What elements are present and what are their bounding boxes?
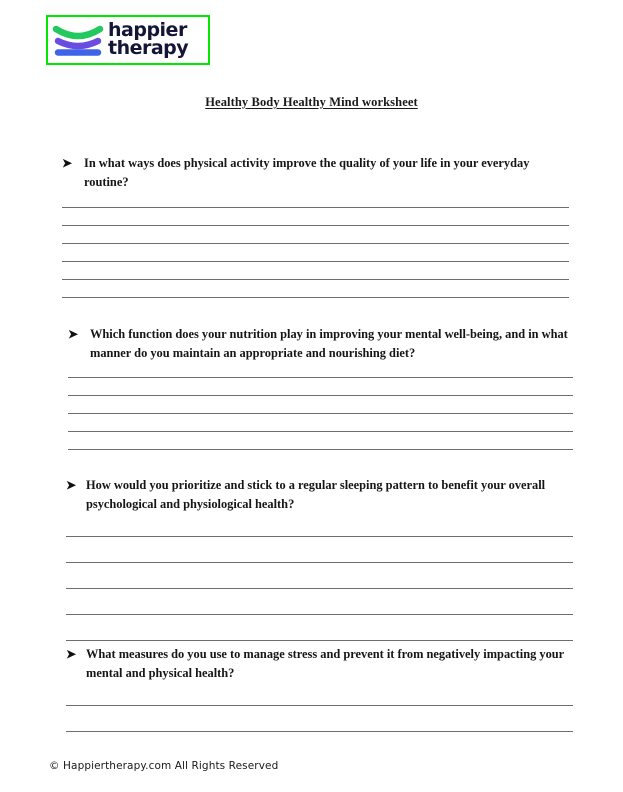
brand-name: [108, 19, 189, 59]
answer-line[interactable]: [66, 536, 573, 537]
arrow-bullet-icon: ➤: [62, 156, 73, 170]
answer-line[interactable]: [62, 297, 569, 298]
brand-logo: [46, 15, 210, 65]
answer-line[interactable]: [68, 413, 573, 414]
arrow-bullet-icon: ➤: [66, 647, 77, 661]
answer-line[interactable]: [62, 261, 569, 262]
answer-line[interactable]: [68, 395, 573, 396]
copyright-footer: © Happiertherapy.com All Rights Reserved: [49, 760, 279, 772]
question-3-text: How would you prioritize and stick to a regular sleeping pattern to benefit your overall psychological and physiological health?: [86, 478, 546, 512]
question-block-2: [68, 325, 573, 450]
answer-line[interactable]: [68, 449, 573, 450]
answer-line[interactable]: [66, 588, 573, 589]
question-1-text: In what ways does physical activity improve the quality of your life in your everyday routine?: [84, 156, 530, 190]
answer-line[interactable]: [62, 243, 569, 244]
question-1: [62, 154, 569, 192]
answer-lines-1: [62, 207, 569, 298]
answer-line[interactable]: [66, 731, 573, 732]
answer-line[interactable]: [62, 207, 569, 208]
question-3: [66, 476, 573, 514]
answer-line[interactable]: [66, 562, 573, 563]
brand-name-line2: therapy: [108, 36, 189, 59]
answer-lines-2: [68, 377, 573, 450]
question-block-4: [66, 645, 573, 732]
answer-line[interactable]: [68, 377, 573, 378]
answer-line[interactable]: [62, 279, 569, 280]
answer-line[interactable]: [66, 705, 573, 706]
page-title: [0, 95, 623, 110]
arrow-bullet-icon: ➤: [66, 478, 77, 492]
logo-waves-icon: [52, 20, 104, 60]
question-2: [68, 325, 573, 363]
page-title-text: Healthy Body Healthy Mind worksheet: [205, 95, 418, 109]
question-2-text: Which function does your nutrition play in improving your mental well-being, and in what manner do you maintain an appropriate and nourishing diet?: [90, 327, 568, 361]
answer-line[interactable]: [66, 640, 573, 641]
answer-line[interactable]: [66, 614, 573, 615]
arrow-bullet-icon: ➤: [68, 327, 79, 341]
question-block-1: [62, 154, 569, 298]
question-block-3: [66, 476, 573, 641]
question-4: [66, 645, 573, 683]
answer-line[interactable]: [68, 431, 573, 432]
question-4-text: What measures do you use to manage stress and prevent it from negatively impacting your mental and physical health?: [86, 647, 564, 681]
answer-lines-3: [66, 536, 573, 641]
brand-name-line1: happier: [108, 19, 187, 42]
answer-lines-4: [66, 705, 573, 732]
answer-line[interactable]: [62, 225, 569, 226]
